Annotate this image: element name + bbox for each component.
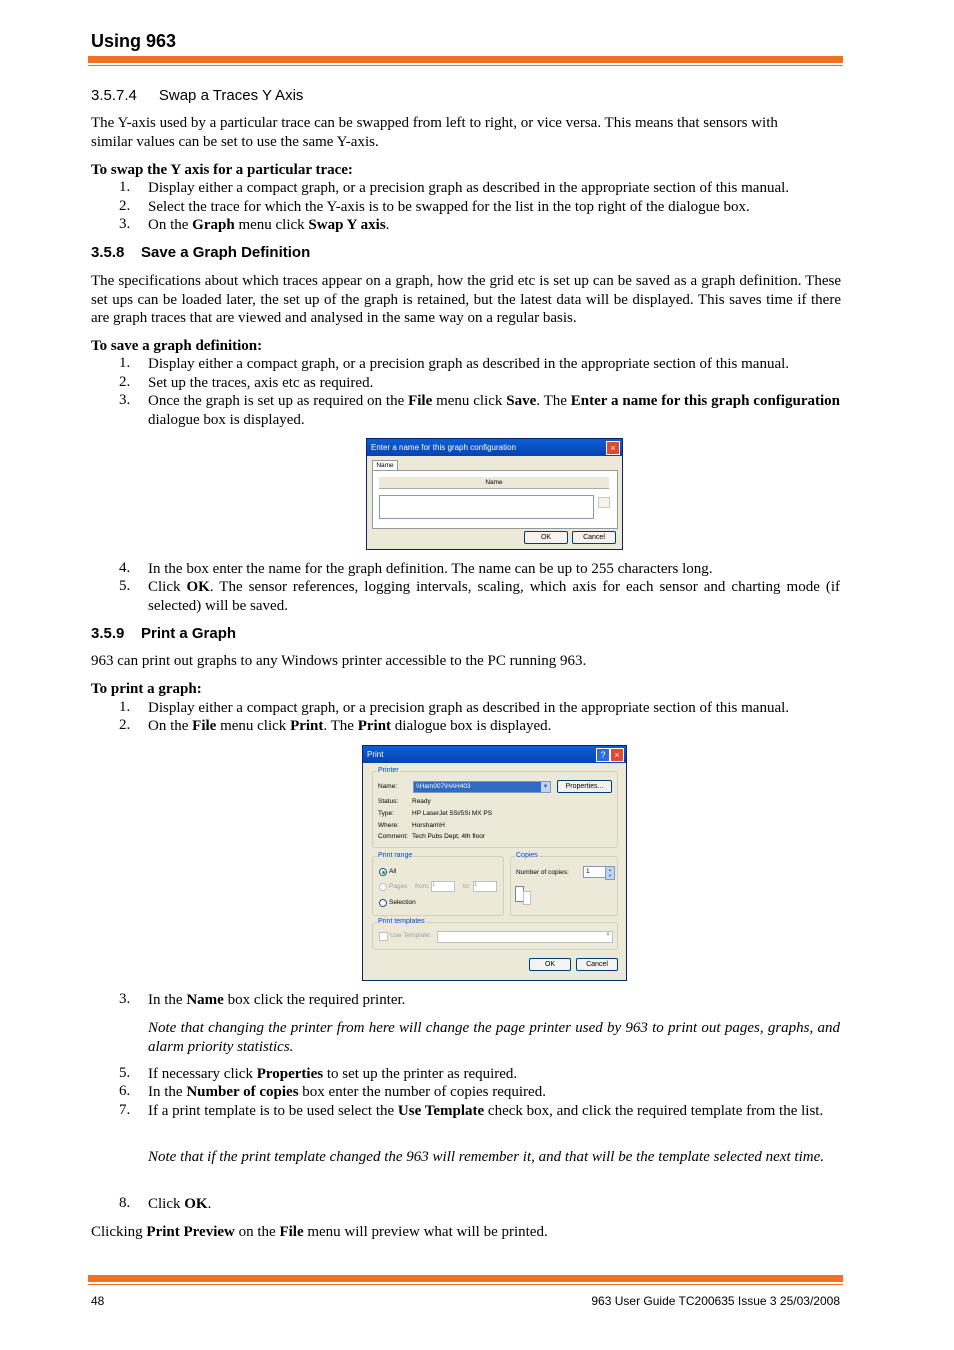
- type-label: Type:: [378, 810, 394, 817]
- text: Click: [148, 579, 187, 595]
- procedure-title-print: To print a graph:: [91, 681, 202, 697]
- page-number: 48: [91, 1294, 105, 1308]
- section-heading-358: 3.5.8 Save a Graph Definition: [91, 244, 311, 261]
- cancel-button[interactable]: Cancel: [572, 531, 616, 544]
- status-value: Ready: [412, 798, 431, 805]
- group-label: Printer: [378, 767, 399, 774]
- comment-label: Comment:: [378, 833, 408, 840]
- text: box click the required printer.: [223, 992, 406, 1008]
- chevron-down-icon: ▼: [605, 932, 611, 938]
- step-number: 2.: [119, 374, 131, 390]
- step-text: Display either a compact graph, or a precision graph as described in the appropriate section of this manual.: [148, 180, 790, 196]
- bold-text: File: [279, 1224, 304, 1240]
- step-text: [148, 578, 840, 615]
- bold-text: Number of copies: [186, 1084, 299, 1100]
- step-number: 1.: [119, 699, 131, 715]
- step-text: Display either a compact graph, or a precision graph as described in the appropriate section of this manual.: [148, 700, 790, 716]
- text: menu click: [216, 718, 291, 734]
- bold-text: Properties: [256, 1066, 324, 1082]
- step-text: Set up the traces, axis etc as required.: [148, 375, 374, 391]
- cancel-button[interactable]: Cancel: [576, 958, 618, 971]
- radio-all[interactable]: [379, 868, 387, 876]
- footer-doc-ref: 963 User Guide TC200635 Issue 3 25/03/2008: [591, 1294, 840, 1308]
- text: .: [207, 1196, 212, 1212]
- print-dialog: [362, 745, 627, 981]
- page-header-title: Using 963: [91, 31, 177, 51]
- text: box enter the number of copies required.: [298, 1084, 546, 1100]
- copies-spinner[interactable]: ▲ ▼: [605, 866, 615, 880]
- footer-rule: [88, 1284, 843, 1285]
- step-number: 6.: [119, 1083, 131, 1099]
- closing-paragraph: [91, 1223, 548, 1242]
- step-text: [148, 717, 840, 736]
- from-label: from:: [415, 883, 430, 890]
- text: check box, and click the required template from the list.: [484, 1103, 824, 1119]
- ok-button[interactable]: OK: [529, 958, 571, 971]
- heading-text: Swap a Traces Y Axis: [158, 87, 304, 104]
- template-select[interactable]: [437, 931, 613, 943]
- step-text: Display either a compact graph, or a precision graph as described in the appropriate section of this manual.: [148, 356, 790, 372]
- step-number: 3.: [119, 991, 131, 1007]
- printer-group: [372, 767, 618, 848]
- close-icon[interactable]: ×: [610, 748, 624, 762]
- text: If a print template is to be used select the: [148, 1103, 398, 1119]
- text: dialogue box is displayed.: [391, 718, 552, 734]
- bold-text: Swap Y axis: [308, 217, 386, 233]
- dialog-title: Enter a name for this graph configuration: [367, 439, 622, 456]
- text: .: [385, 217, 390, 233]
- procedure-title-save: To save a graph definition:: [91, 338, 263, 354]
- step-number: 8.: [119, 1195, 131, 1211]
- tab-name[interactable]: Name: [372, 460, 398, 471]
- bold-text: Save: [506, 393, 537, 409]
- use-template-checkbox[interactable]: [379, 932, 388, 941]
- step-number: 5.: [119, 578, 131, 594]
- copies-group: [510, 852, 618, 916]
- text: Clicking: [91, 1224, 147, 1240]
- text: On the: [148, 217, 193, 233]
- properties-button[interactable]: Properties...: [557, 780, 612, 793]
- help-icon[interactable]: ?: [596, 748, 610, 762]
- bold-text: OK: [186, 579, 210, 595]
- use-template-label: Use Template:: [390, 932, 432, 939]
- step-number: 1.: [119, 179, 131, 195]
- type-value: HP LaserJet 5Si/5Si MX PS: [412, 810, 493, 817]
- step-number: 1.: [119, 355, 131, 371]
- printer-name-value: \\Ham007\HAH403: [416, 783, 471, 790]
- text: menu will preview what will be printed.: [303, 1224, 548, 1240]
- text: . The: [536, 393, 571, 409]
- text: . The sensor references, logging intervals, scaling, which axis for each sensor and charting mode (if selected) will be saved.: [148, 579, 841, 614]
- where-value: Horsham\H: [412, 822, 445, 829]
- step-text: [148, 1065, 840, 1084]
- radio-pages-label: Pages: [389, 883, 408, 890]
- step-text: [148, 1083, 840, 1102]
- text: . The: [323, 718, 358, 734]
- bold-text: Name: [186, 992, 224, 1008]
- print-templates-group: [372, 918, 618, 950]
- graph-config-dialog: [366, 438, 623, 550]
- note-template: Note that if the print template changed the 963 will remember it, and that will be the template selected next time.: [148, 1149, 824, 1165]
- radio-pages[interactable]: [379, 883, 387, 891]
- close-icon[interactable]: ×: [606, 441, 620, 455]
- copies-label: Number of copies:: [516, 869, 569, 876]
- para-line: The Y-axis used by a particular trace can be swapped from left to right, or vice versa. This means that sensors with: [91, 115, 778, 131]
- step-text: [148, 991, 840, 1010]
- section-heading-3574: [91, 87, 303, 104]
- header-bar: [88, 56, 843, 63]
- group-label: Print range: [378, 852, 413, 859]
- text: In the: [148, 992, 187, 1008]
- header-rule: [88, 65, 843, 66]
- copies-input[interactable]: 1: [583, 866, 607, 878]
- bold-text: File: [192, 718, 217, 734]
- name-label: Name:: [378, 783, 398, 790]
- para-line: similar values can be set to use the same Y-axis.: [91, 133, 379, 150]
- step-text: Select the trace for which the Y-axis is to be swapped for the list in the top right of the dialogue box.: [148, 199, 750, 215]
- text: On the: [148, 718, 193, 734]
- note-printer: Note that changing the printer from here will change the page printer used by 963 to print out pages, graphs, and alarm priority statistics.: [148, 1020, 840, 1055]
- ok-button[interactable]: OK: [524, 531, 568, 544]
- paragraph-print-intro: 963 can print out graphs to any Windows printer accessible to the PC running 963.: [91, 653, 587, 669]
- scroll-button[interactable]: [598, 497, 610, 508]
- to-label: to:: [463, 883, 471, 890]
- step-text: [148, 1102, 840, 1121]
- paragraph-save-intro: The specifications about which traces appear on a graph, how the grid etc is set up can be saved as a graph definition. These set ups can be loaded later, the set up of the graph is retained, but the latest data will be displayed. This saves time if there are graph traces that are viewed and analysed in the same way on a regular basis.: [91, 273, 841, 326]
- name-input[interactable]: [379, 495, 594, 519]
- step-text: In the box enter the name for the graph definition. The name can be up to 255 characters long.: [148, 561, 713, 577]
- status-label: Status:: [378, 798, 399, 805]
- print-range-group: [372, 852, 504, 916]
- text: to set up the printer as required.: [323, 1066, 518, 1082]
- to-input[interactable]: 1: [473, 881, 497, 892]
- radio-selection-label: Selection: [389, 899, 416, 906]
- step-number: 3.: [119, 216, 131, 232]
- step-number: 2.: [119, 198, 131, 214]
- radio-selection[interactable]: [379, 899, 387, 907]
- radio-all-label: All: [389, 868, 397, 875]
- text: Click: [148, 1196, 185, 1212]
- step-number: 7.: [119, 1102, 131, 1118]
- group-label: Copies: [516, 852, 538, 859]
- step-number: 4.: [119, 560, 131, 576]
- step-number: 5.: [119, 1065, 131, 1081]
- bold-text: Graph: [192, 217, 235, 233]
- bold-text: File: [408, 393, 433, 409]
- bold-text: Use Template: [397, 1103, 485, 1119]
- from-input[interactable]: 1: [431, 881, 455, 892]
- text: on the: [234, 1224, 280, 1240]
- bold-text: Print Preview: [146, 1224, 235, 1240]
- bold-text: Enter a name for this graph configuration: [570, 393, 840, 409]
- where-label: Where:: [378, 822, 399, 829]
- comment-value: Tech Pubs Dept, 4th floor: [412, 833, 485, 840]
- collate-icon: [523, 891, 531, 905]
- printer-name-select[interactable]: [413, 781, 551, 793]
- heading-number: 3.5.7.4: [91, 87, 137, 104]
- bold-text: Print: [357, 718, 392, 734]
- step-text: [148, 216, 840, 235]
- procedure-title-swap: To swap the Y axis for a particular trace:: [91, 162, 353, 178]
- step-number: 2.: [119, 717, 131, 733]
- bold-text: Print: [290, 718, 324, 734]
- group-label: Print templates: [378, 918, 425, 925]
- paragraph-swap-intro: [91, 114, 841, 151]
- step-text: [148, 1195, 840, 1214]
- bold-text: OK: [184, 1196, 208, 1212]
- text: In the: [148, 1084, 187, 1100]
- text: Once the graph is set up as required on the: [148, 393, 409, 409]
- step-number: 3.: [119, 392, 131, 408]
- chevron-down-icon[interactable]: ▼: [542, 784, 549, 790]
- text: If necessary click: [148, 1066, 257, 1082]
- text: menu click: [234, 217, 309, 233]
- text: menu click: [432, 393, 507, 409]
- step-text: [148, 392, 840, 429]
- tab-panel: [372, 470, 618, 529]
- text: dialogue box is displayed.: [148, 411, 305, 428]
- section-heading-359: 3.5.9 Print a Graph: [91, 625, 237, 642]
- dialog-title: Print: [363, 746, 626, 763]
- footer-bar: [88, 1275, 843, 1282]
- column-header: Name: [379, 477, 609, 489]
